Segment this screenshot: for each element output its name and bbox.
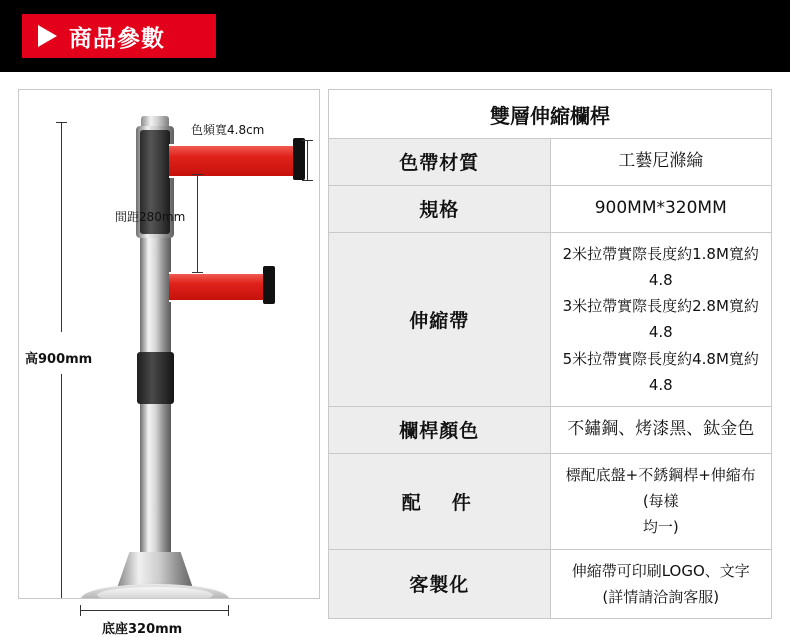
belt-width-label: 色頻寬4.8cm <box>191 123 265 137</box>
content-area <box>0 72 790 637</box>
base-width-cap-left <box>80 605 81 616</box>
spec-value-accessories <box>550 453 772 549</box>
lower-belt <box>169 272 265 302</box>
spec-key-accessories: 配 件 <box>329 453 551 549</box>
spacing-rule <box>197 174 198 272</box>
belt-width-cap-bottom <box>302 180 313 181</box>
spec-value-accessories-line-1: 標配底盤+不銹鋼桿+伸縮布 (每樣 <box>565 465 756 510</box>
base-plate-inner <box>97 587 213 599</box>
spec-value-belt <box>550 232 772 407</box>
height-rule-upper <box>61 122 62 332</box>
spec-value-custom-line-1: 伸縮帶可印刷LOGO、文字 <box>571 561 750 580</box>
table-row <box>329 407 772 454</box>
spec-key-material: 色帶材質 <box>329 139 551 186</box>
table-row <box>329 232 772 407</box>
table-row-title <box>329 90 772 139</box>
spec-key-size: 規格 <box>329 185 551 232</box>
specification-table <box>328 89 772 619</box>
header-banner <box>0 0 790 72</box>
base-width-cap-right <box>228 605 229 616</box>
belt-width-rule <box>307 140 308 180</box>
height-label: 高900mm <box>25 352 93 367</box>
spec-value-color: 不鏽鋼、烤漆黑、鈦金色 <box>550 407 772 454</box>
spacing-label: 間距280mm <box>115 210 186 224</box>
spec-table-title: 雙層伸縮欄桿 <box>329 90 772 139</box>
post-collar <box>137 352 174 404</box>
spec-value-size: 900MM*320MM <box>550 185 772 232</box>
spec-value-custom <box>550 549 772 619</box>
table-row <box>329 185 772 232</box>
spec-key-belt: 伸縮帶 <box>329 232 551 407</box>
height-cap-top <box>56 122 67 123</box>
table-row <box>329 139 772 186</box>
upper-belt <box>169 144 295 178</box>
height-rule-lower <box>61 374 62 599</box>
spec-value-belt-line-2: 3米拉帶實際長度約2.8M寬約4.8 <box>562 297 759 342</box>
page-title: 商品參數 <box>69 25 165 52</box>
spec-value-custom-line-2: (詳情請洽詢客服) <box>602 587 720 606</box>
spec-key-color: 欄桿顏色 <box>329 407 551 454</box>
spacing-cap-bottom <box>192 272 203 273</box>
product-diagram-panel <box>18 89 320 599</box>
play-triangle-icon <box>38 25 57 47</box>
header-title-tag <box>22 14 216 58</box>
spec-value-belt-line-1: 2米拉帶實際長度約1.8M寬約4.8 <box>562 244 759 289</box>
base-width-label: 底座320mm <box>102 622 183 637</box>
spacing-cap-top <box>192 174 203 175</box>
spec-key-custom: 客製化 <box>329 549 551 619</box>
base-width-rule <box>80 610 228 611</box>
spec-value-material: 工藝尼滌綸 <box>550 139 772 186</box>
spec-value-belt-line-3: 5米拉帶實際長度約4.8M寬約4.8 <box>562 349 759 394</box>
table-row <box>329 549 772 619</box>
lower-belt-end-clip <box>263 266 275 304</box>
spec-value-accessories-line-2: 均一) <box>642 518 679 537</box>
table-row <box>329 453 772 549</box>
upper-belt-end-clip <box>293 138 305 180</box>
belt-width-cap-top <box>302 140 313 141</box>
